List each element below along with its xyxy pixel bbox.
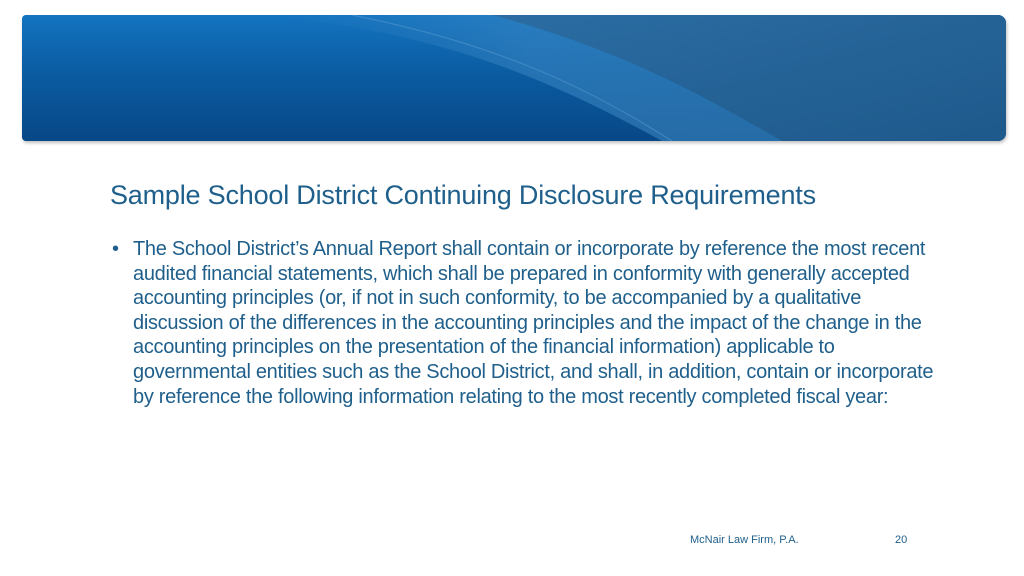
bullet-text: The School District’s Annual Report shall contain or incorporate by reference the most recent audited financial statements, which shall be prepared in conformity with generally accepted accounting principles (or, if not in such conformity, to be accompanied by a qualitative discussion of the differences in the accounting principles and the impact of the change in the accounting principles on the presentation of the financial information) applicable to governmental entities such as the School District, and shall, in addition, contain or incorporate by reference the following information relating to the most recently completed fiscal year: [133, 238, 934, 408]
bullet-marker: • [112, 238, 119, 260]
slide-page-number: 20 [895, 534, 908, 546]
banner-wave-graphic [22, 15, 1006, 141]
slide-title: Sample School District Continuing Disclosure Requirements [110, 180, 816, 210]
footer-firm-name: McNair Law Firm, P.A. [690, 534, 799, 546]
header-banner [22, 15, 1006, 141]
bullet-list [112, 237, 942, 409]
bullet-item [112, 237, 942, 409]
